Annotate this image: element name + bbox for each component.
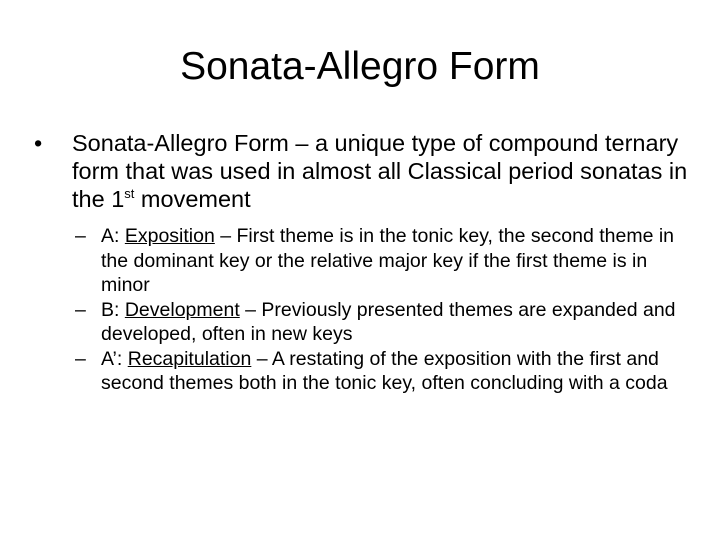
sub-bullet-text: – First theme is in the tonic key, the second theme in the dominant key or the relative major key if the first theme is in minor: [101, 225, 675, 296]
dash-marker: –: [75, 347, 86, 370]
sub-bullet-term: Development: [124, 298, 240, 321]
sub-bullet-text: – A restating of the exposition with the first and second themes both in the tonic key, often concluding with a coda: [101, 347, 668, 394]
sub-bullet-prefix: A’:: [101, 347, 128, 370]
sub-bullet-prefix: A:: [101, 225, 125, 247]
sub-bullet-list: [34, 224, 694, 396]
slide-body: [34, 129, 694, 396]
bullet-term: Sonata-Allegro Form: [72, 130, 289, 156]
bullet-text: – a unique type of compound ternary form that was used in almost all Classical period sonatas in the 1: [72, 130, 688, 212]
sub-bullet-text: – Previously presented themes are expanded and developed, often in new keys: [101, 298, 676, 345]
sub-bullet-term: Recapitulation: [127, 347, 252, 370]
bullet-text-end: movement: [134, 186, 251, 212]
slide-title: Sonata-Allegro Form: [180, 45, 540, 88]
sub-bullet-prefix: B:: [101, 298, 125, 321]
bullet-marker: •: [34, 130, 43, 156]
sub-bullet-development: [34, 298, 694, 347]
sub-bullet-recapitulation: [34, 347, 694, 396]
dash-marker: –: [75, 298, 86, 321]
main-bullet: [34, 129, 694, 213]
sub-bullet-term: Exposition: [124, 225, 215, 247]
bullet-superscript: st: [124, 186, 135, 201]
sub-bullet-exposition: [34, 224, 694, 298]
dash-marker: –: [75, 225, 86, 247]
